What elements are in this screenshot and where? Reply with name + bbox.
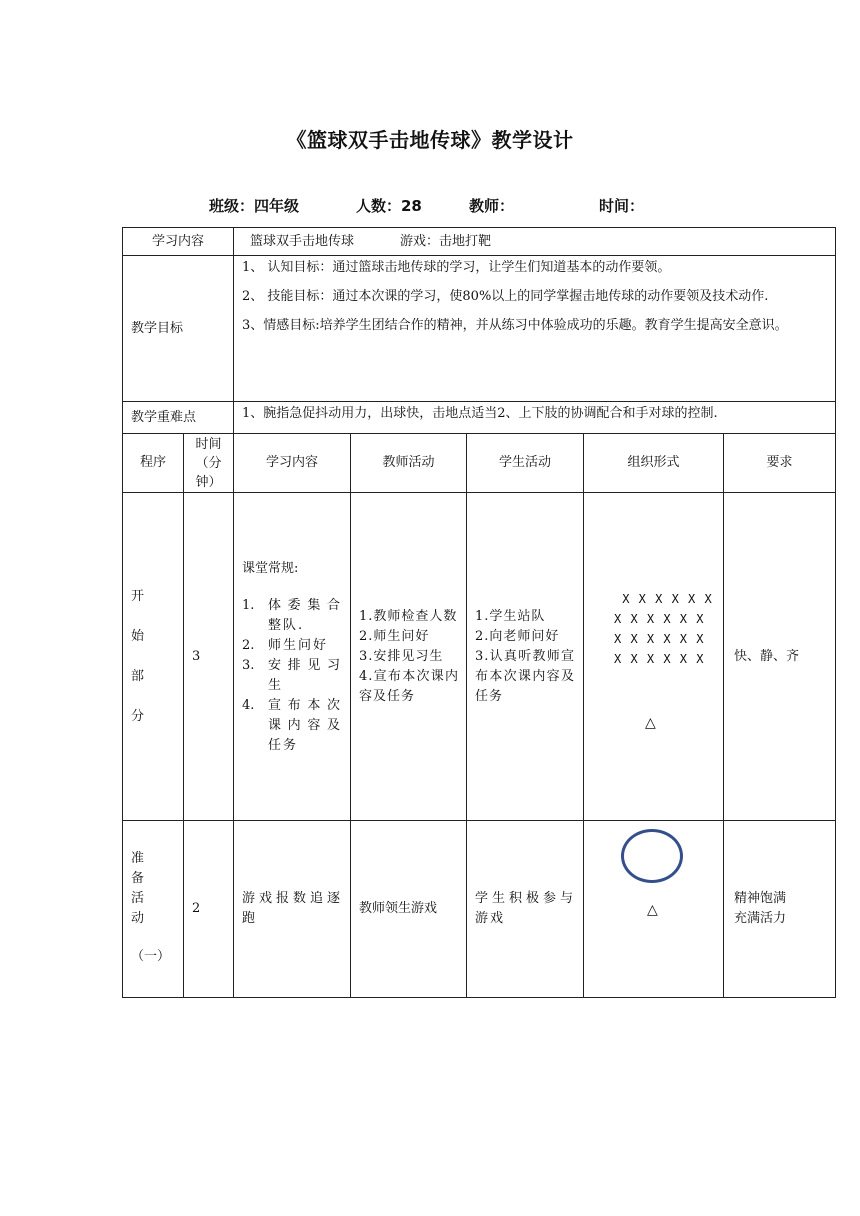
- header-content: 学习内容: [233, 433, 351, 493]
- student-count-label: 人数：28: [356, 197, 422, 215]
- list-item: 4. 宣布本次课内容及任务: [242, 698, 342, 753]
- row1-requirement-cell: [723, 492, 836, 821]
- teacher-position-icon: △: [645, 715, 656, 731]
- row1-content-title: 课堂常规:: [242, 561, 299, 576]
- header-teacher-activity: 教师活动: [350, 433, 467, 493]
- key-points-text: 1、腕指急促抖动用力，出球快，击地点适当2、上下肢的协调配合和手对球的控制.: [242, 406, 718, 421]
- formation-row: X X X X X X: [614, 652, 705, 666]
- row2-content: 游戏报数追逐跑: [242, 891, 342, 926]
- header-student-activity: 学生活动: [466, 433, 584, 493]
- header-time: 时间（分钟）: [183, 433, 234, 493]
- row2-procedure-cell: [122, 820, 184, 998]
- row1-organization-cell: [583, 492, 724, 821]
- row1-content-list: [242, 596, 342, 756]
- list-item: 2. 师生问好: [242, 638, 329, 653]
- key-points-label: 教学重难点: [131, 409, 197, 425]
- row2-time-cell: [183, 820, 234, 998]
- row1-teacher-activity: 1.教师检查人数 2.师生问好 3.安排见习生 4.宣布本次课内容及任务: [359, 608, 459, 704]
- learning-content-label-cell: [122, 227, 234, 256]
- row2-requirement-cell: [723, 820, 836, 998]
- row1-time-cell: [183, 492, 234, 821]
- row2-content-cell: [233, 820, 351, 998]
- formation-diagram: [614, 589, 713, 669]
- key-points-cell: [233, 401, 836, 434]
- teacher-position-icon: △: [647, 902, 658, 918]
- goal-skill: 2、 技能目标：通过本次课的学习，使80%以上的同学掌握击地传球的动作要领及技术动作.: [242, 289, 769, 304]
- row1-procedure: 开始部分: [131, 588, 145, 724]
- list-item: 3. 安排见习生: [242, 658, 342, 693]
- teacher-label: 教师：: [469, 197, 515, 215]
- row2-time: 2: [192, 901, 201, 916]
- row1-content-cell: [233, 492, 351, 821]
- goal-emotional: 3、情感目标:培养学生团结合作的精神，并从练习中体验成功的乐趣。教育学生提高安全意识。: [242, 318, 788, 333]
- list-item: 1. 体委集合整队.: [242, 598, 342, 633]
- learning-content-cell: [233, 227, 836, 256]
- header-requirement: 要求: [723, 433, 836, 493]
- row2-teacher-cell: [350, 820, 467, 998]
- row2-procedure: 准备活动: [131, 851, 145, 926]
- formation-row: X X X X X X: [614, 612, 705, 626]
- document-title: 《篮球双手击地传球》教学设计: [286, 128, 574, 152]
- row2-requirement: 精神饱满 充满活力: [734, 891, 787, 926]
- header-procedure: 程序: [122, 433, 184, 493]
- class-label: 班级：四年级: [209, 197, 300, 215]
- row2-student-activity: 学生积极参与游戏: [475, 891, 575, 926]
- key-points-label-cell: [122, 401, 234, 434]
- row2-teacher-activity: 教师领生游戏: [359, 901, 438, 916]
- row1-teacher-cell: [350, 492, 467, 821]
- header-organization: 组织形式: [583, 433, 724, 493]
- learning-content-label: 学习内容: [151, 233, 204, 249]
- circle-icon: [621, 829, 683, 883]
- class-info-line: [0, 195, 860, 217]
- teaching-goals-cell: [233, 255, 836, 402]
- row1-time: 3: [192, 648, 201, 664]
- teaching-goals-label: 教学目标: [131, 320, 184, 336]
- formation-row: X X X X X X: [614, 632, 705, 646]
- row1-procedure-cell: [122, 492, 184, 821]
- learning-game: 游戏：击地打靶: [400, 233, 492, 249]
- goal-cognitive: 1、 认知目标：通过篮球击地传球的学习，让学生们知道基本的动作要领。: [242, 260, 671, 275]
- time-label: 时间：: [599, 197, 645, 215]
- teaching-goals-label-cell: [122, 255, 234, 402]
- row1-student-cell: [466, 492, 584, 821]
- row1-requirement: 快、静、齐: [734, 648, 800, 664]
- row2-procedure-suffix: （一）: [131, 949, 171, 964]
- formation-row: X X X X X X: [614, 592, 713, 606]
- learning-topic: 篮球双手击地传球: [250, 233, 355, 249]
- row1-student-activity: 1.学生站队 2.向老师问好 3.认真听教师宣布本次课内容及任务: [475, 608, 575, 704]
- row2-student-cell: [466, 820, 584, 998]
